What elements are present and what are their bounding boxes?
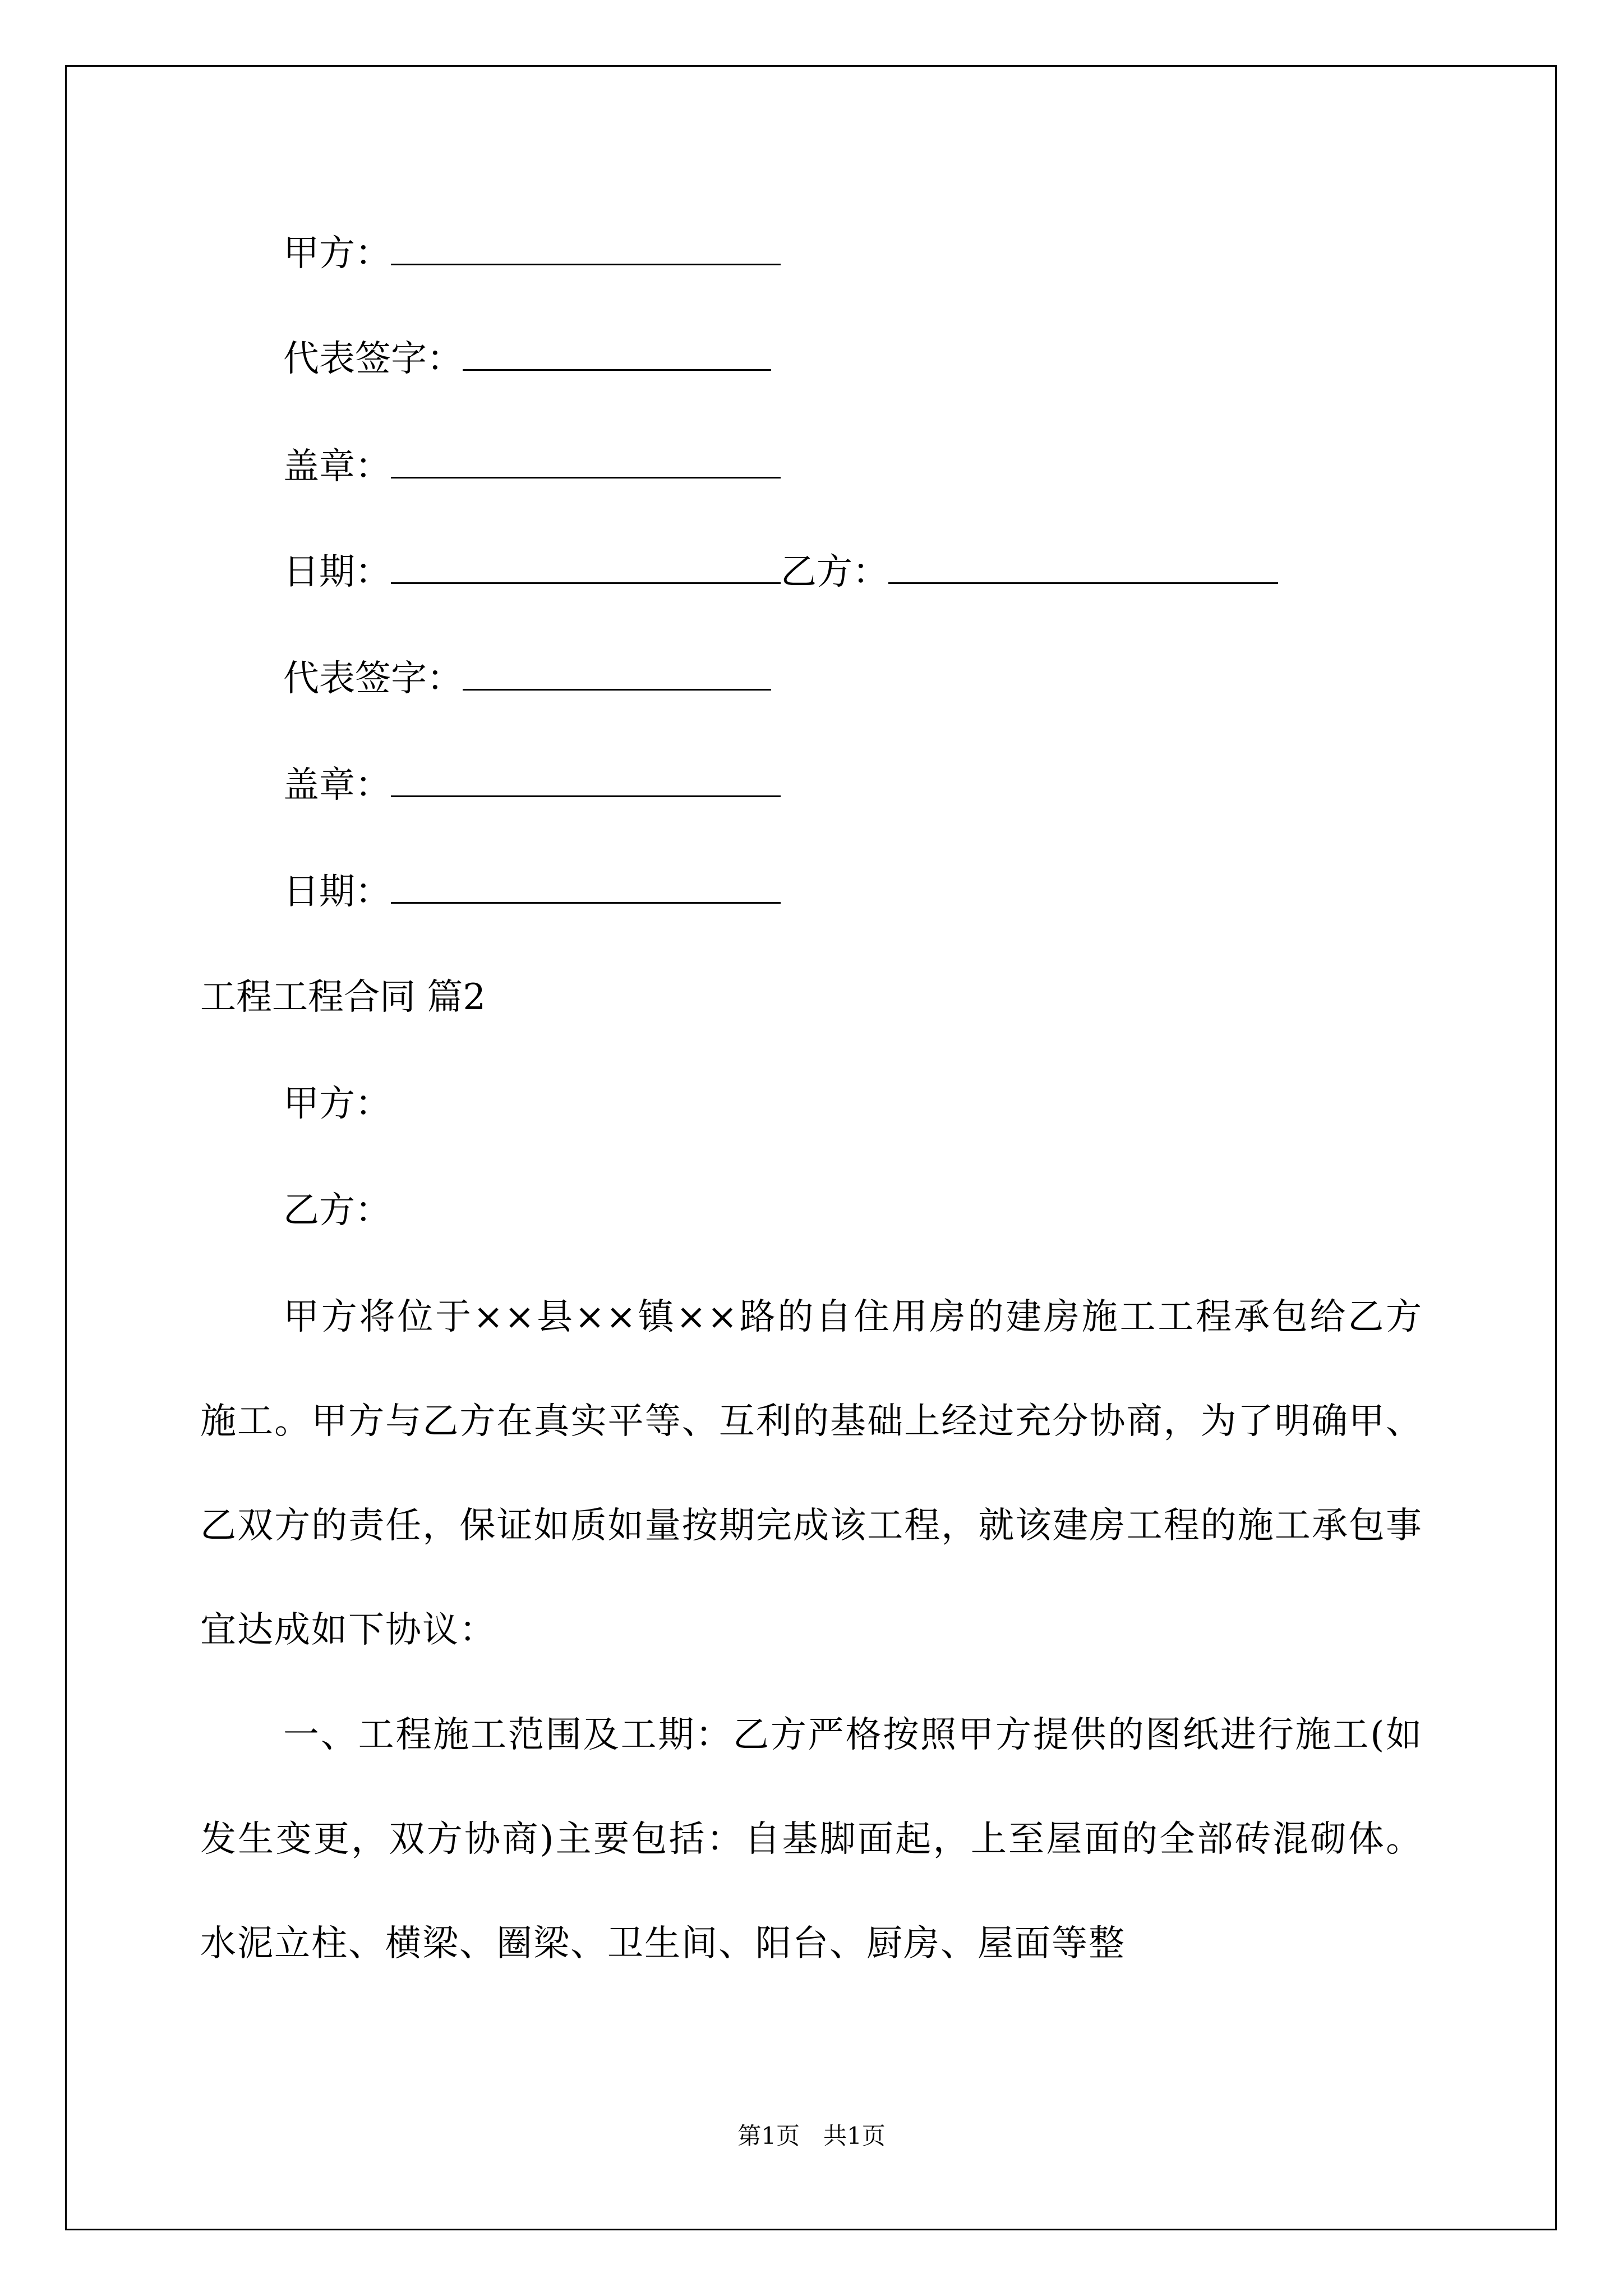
date-party-b-line — [283, 549, 1278, 595]
seal-blank-1 — [391, 443, 781, 478]
seal-label-2: 盖章： — [283, 765, 391, 806]
section-title: 工程工程合同 篇2 — [200, 977, 486, 1018]
agreement-intro-paragraph: 甲方将位于××县××镇××路的自住用房的建房施工工程承包给乙方施工。甲方与乙方在真实平等、互利的基础上经过充分协商，为了明确甲、乙双方的责任，保证如质如量按期完成该工程，就该建房工程的施工承包事宜达成如下协议： — [200, 1296, 1423, 1651]
seal-label-1: 盖章： — [283, 446, 391, 487]
rep-signature-label-1: 代表签字： — [283, 338, 463, 380]
date-label-1: 日期： — [283, 551, 391, 593]
rep-signature-line-2 — [283, 655, 771, 701]
party-b-heading: 乙方： — [283, 1190, 391, 1231]
date-blank-1 — [391, 549, 781, 584]
date-blank-2 — [391, 868, 781, 904]
seal-line-1 — [283, 443, 781, 489]
date-line-2 — [283, 868, 781, 914]
rep-signature-blank-1 — [463, 335, 771, 371]
seal-blank-2 — [391, 762, 781, 797]
party-b-label: 乙方： — [781, 551, 888, 593]
party-a-heading: 甲方： — [283, 1083, 391, 1125]
party-b-blank — [888, 549, 1278, 584]
seal-line-2 — [283, 762, 781, 808]
rep-signature-blank-2 — [463, 655, 771, 691]
party-a-blank — [391, 230, 781, 265]
date-label-2: 日期： — [283, 871, 391, 913]
party-a-label: 甲方： — [283, 233, 391, 274]
page-footer: 第1页 共1页 — [737, 2122, 886, 2150]
scope-paragraph: 一、工程施工范围及工期：乙方严格按照甲方提供的图纸进行施工(如发生变更，双方协商)主要包括：自基脚面起，上至屋面的全部砖混砌体。水泥立柱、横梁、圈梁、卫生间、阳台、厨房、屋面等整 — [200, 1714, 1423, 1964]
party-a-line — [283, 230, 781, 276]
rep-signature-label-2: 代表签字： — [283, 658, 463, 700]
rep-signature-line-1 — [283, 335, 771, 381]
